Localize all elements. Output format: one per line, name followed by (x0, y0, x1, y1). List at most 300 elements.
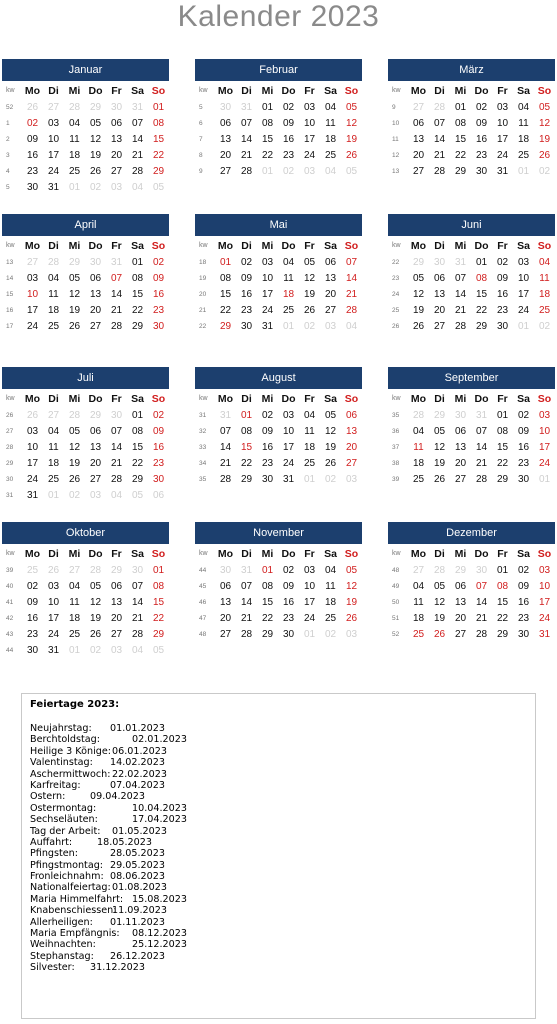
day-cell: 09 (240, 272, 253, 284)
weekday-label: Mo (217, 392, 234, 405)
day-cell: 14 (475, 596, 488, 608)
day-cell: 03 (282, 409, 295, 421)
month-table (195, 545, 362, 642)
day-cell: 02 (475, 101, 488, 113)
day-cell: 20 (433, 304, 446, 316)
holiday-row (30, 803, 527, 814)
day-cell: 02 (152, 256, 165, 268)
day-cell: 02 (517, 564, 530, 576)
day-cell: 04 (345, 320, 358, 332)
day-cell: 18 (517, 133, 530, 145)
weekday-label: Mo (217, 547, 234, 560)
week-row (388, 471, 555, 487)
weekday-header (2, 545, 169, 562)
day-cell: 19 (433, 457, 446, 469)
day-cell: 10 (47, 596, 60, 608)
month-block (2, 59, 169, 195)
day-cell: 11 (69, 133, 80, 145)
day-cell: 28 (131, 628, 144, 640)
month-table (388, 390, 555, 487)
day-cell: 25 (324, 149, 337, 161)
week-row (388, 318, 555, 334)
day-cell: 09 (496, 272, 509, 284)
day-cell: 18 (412, 612, 425, 624)
weekday-label: Di (48, 547, 59, 560)
weekday-label: Do (88, 239, 103, 252)
day-cell: 05 (68, 425, 81, 437)
day-cell: 24 (538, 457, 551, 469)
week-number: 43 (6, 630, 14, 638)
holiday-date: 29.05.2023 (110, 859, 165, 871)
holidays-list (30, 723, 527, 974)
weekday-label: Sa (517, 392, 530, 405)
day-cell: 27 (454, 628, 467, 640)
week-row (195, 163, 362, 179)
day-cell: 23 (475, 149, 488, 161)
weekday-label: So (344, 547, 359, 560)
week-row (2, 423, 169, 439)
day-cell: 30 (475, 165, 488, 177)
week-row (2, 610, 169, 626)
day-cell: 03 (538, 409, 551, 421)
weekday-label: Do (281, 392, 296, 405)
week-number: 26 (6, 411, 14, 419)
week-row (195, 286, 362, 302)
week-number: 46 (199, 598, 207, 606)
day-cell: 10 (26, 441, 39, 453)
day-cell: 21 (454, 304, 467, 316)
day-cell: 27 (47, 409, 60, 421)
day-cell: 20 (219, 612, 232, 624)
day-cell: 10 (496, 117, 509, 129)
weekday-label: Fr (111, 392, 122, 405)
holiday-date: 31.12.2023 (90, 962, 145, 974)
day-cell: 25 (324, 612, 337, 624)
week-row (2, 318, 169, 334)
day-cell: 01 (261, 165, 274, 177)
month-table (2, 237, 169, 334)
day-cell: 06 (454, 425, 467, 437)
day-cell: 13 (454, 441, 467, 453)
day-cell: 08 (496, 580, 509, 592)
day-cell: 01 (454, 101, 467, 113)
day-cell: 16 (152, 441, 165, 453)
day-cell: 30 (89, 256, 102, 268)
day-cell: 28 (110, 320, 123, 332)
day-cell: 05 (68, 272, 81, 284)
day-cell: 25 (412, 473, 425, 485)
holiday-date: 14.02.2023 (110, 757, 165, 769)
day-cell: 11 (413, 596, 424, 608)
day-cell: 07 (110, 425, 123, 437)
weekday-label: Mo (217, 239, 234, 252)
weekday-label: Fr (304, 239, 315, 252)
weekday-label: Sa (324, 392, 337, 405)
week-number: 13 (6, 258, 14, 266)
day-cell: 04 (324, 564, 337, 576)
week-row (195, 147, 362, 163)
day-cell: 24 (47, 628, 60, 640)
week-number: 33 (199, 443, 207, 451)
day-cell: 24 (496, 149, 509, 161)
week-row (2, 439, 169, 455)
week-number-label: kw (199, 242, 208, 249)
week-number-label: kw (199, 550, 208, 557)
week-number: 5 (6, 183, 10, 191)
day-cell: 31 (47, 181, 60, 193)
weekday-label: Mi (454, 239, 467, 252)
weekday-label: Fr (304, 392, 315, 405)
week-number: 45 (199, 582, 207, 590)
month-block (2, 214, 169, 334)
weekday-header (195, 545, 362, 562)
day-cell: 13 (110, 596, 123, 608)
holiday-row (30, 769, 527, 780)
week-number-label: kw (392, 242, 401, 249)
week-number: 3 (6, 151, 10, 159)
day-cell: 18 (324, 596, 337, 608)
week-number: 31 (6, 491, 14, 499)
day-cell: 29 (89, 409, 102, 421)
day-cell: 10 (538, 425, 551, 437)
day-cell: 15 (219, 288, 232, 300)
week-number: 49 (392, 582, 400, 590)
day-cell: 25 (282, 304, 295, 316)
week-number: 24 (392, 290, 400, 298)
day-cell: 27 (110, 165, 123, 177)
day-cell: 06 (219, 580, 232, 592)
day-cell: 27 (219, 165, 232, 177)
day-cell: 29 (240, 473, 253, 485)
weekday-label: So (537, 392, 552, 405)
day-cell: 28 (475, 473, 488, 485)
day-cell: 21 (110, 457, 123, 469)
day-cell: 16 (517, 441, 530, 453)
holiday-row (30, 814, 527, 825)
month-block (2, 367, 169, 503)
day-cell: 21 (433, 149, 446, 161)
day-cell: 17 (538, 441, 551, 453)
month-table (388, 82, 555, 179)
weekday-label: Mi (454, 547, 467, 560)
weekday-label: Fr (497, 239, 508, 252)
holiday-row (30, 780, 527, 791)
week-row (2, 562, 169, 578)
day-cell: 20 (110, 149, 123, 161)
month-name: Juni (388, 214, 555, 236)
holiday-row (30, 917, 527, 928)
day-cell: 04 (47, 425, 60, 437)
day-cell: 31 (240, 101, 253, 113)
day-cell: 21 (475, 612, 488, 624)
week-number: 52 (6, 103, 14, 111)
day-cell: 07 (475, 580, 488, 592)
day-cell: 12 (538, 117, 551, 129)
holiday-date: 09.04.2023 (90, 791, 145, 803)
day-cell: 12 (345, 580, 358, 592)
day-cell: 27 (345, 457, 358, 469)
week-number: 52 (392, 630, 400, 638)
day-cell: 03 (110, 644, 123, 656)
day-cell: 31 (282, 473, 295, 485)
day-cell: 26 (412, 320, 425, 332)
day-cell: 07 (240, 580, 253, 592)
week-number: 12 (392, 151, 400, 159)
holiday-name: Stephanstag: (30, 950, 94, 962)
day-cell: 05 (433, 580, 446, 592)
holiday-row (30, 757, 527, 768)
week-number: 29 (6, 459, 14, 467)
day-cell: 03 (261, 256, 274, 268)
week-number-label: kw (199, 87, 208, 94)
day-cell: 04 (110, 489, 123, 501)
month-name: November (195, 522, 362, 544)
day-cell: 29 (152, 165, 165, 177)
month-table (195, 390, 362, 487)
weekday-label: Di (48, 84, 59, 97)
day-cell: 28 (433, 165, 446, 177)
week-row (195, 455, 362, 471)
day-cell: 03 (47, 117, 60, 129)
day-cell: 30 (26, 644, 39, 656)
day-cell: 26 (26, 409, 39, 421)
weekday-label: So (151, 547, 166, 560)
holiday-row (30, 882, 527, 893)
holiday-name: Knabenschiessen: (30, 905, 117, 917)
weekday-label: Sa (131, 547, 144, 560)
weekday-label: Mo (24, 392, 41, 405)
weekday-label: Mo (410, 239, 427, 252)
weekday-label: Mi (261, 392, 274, 405)
day-cell: 19 (89, 612, 102, 624)
day-cell: 29 (110, 564, 123, 576)
day-cell: 20 (110, 612, 123, 624)
holiday-name: Ostermontag: (30, 802, 97, 814)
day-cell: 15 (240, 441, 253, 453)
weekday-header (195, 237, 362, 254)
day-cell: 30 (475, 564, 488, 576)
holiday-row (30, 791, 527, 802)
weekday-label: Mi (454, 392, 467, 405)
weekday-label: Do (281, 84, 296, 97)
day-cell: 29 (496, 473, 509, 485)
day-cell: 29 (152, 628, 165, 640)
weekday-label: So (151, 239, 166, 252)
week-row (388, 163, 555, 179)
weekday-label: Sa (324, 547, 337, 560)
day-cell: 17 (303, 133, 316, 145)
day-cell: 24 (517, 304, 530, 316)
weekday-header (195, 82, 362, 99)
week-number: 44 (6, 646, 14, 654)
day-cell: 01 (261, 564, 274, 576)
day-cell: 01 (152, 564, 165, 576)
day-cell: 04 (538, 256, 551, 268)
day-cell: 01 (68, 181, 81, 193)
day-cell: 12 (412, 288, 425, 300)
day-cell: 20 (454, 612, 467, 624)
weekday-label: Mo (410, 392, 427, 405)
month-block (195, 59, 362, 179)
day-cell: 20 (454, 457, 467, 469)
day-cell: 30 (517, 628, 530, 640)
weekday-label: So (151, 392, 166, 405)
weekday-label: Sa (131, 392, 144, 405)
week-row (388, 610, 555, 626)
day-cell: 18 (412, 457, 425, 469)
day-cell: 28 (110, 473, 123, 485)
day-cell: 31 (261, 320, 274, 332)
day-cell: 09 (261, 425, 274, 437)
week-number: 6 (199, 119, 203, 127)
day-cell: 29 (496, 628, 509, 640)
month-name: Mai (195, 214, 362, 236)
week-number: 9 (199, 167, 203, 175)
day-cell: 30 (152, 320, 165, 332)
day-cell: 02 (26, 117, 39, 129)
day-cell: 18 (538, 288, 551, 300)
week-number: 16 (6, 306, 14, 314)
day-cell: 31 (219, 409, 232, 421)
day-cell: 31 (26, 489, 39, 501)
day-cell: 17 (282, 441, 295, 453)
week-number-label: kw (6, 550, 15, 557)
weekday-label: Sa (131, 84, 144, 97)
holiday-row (30, 848, 527, 859)
week-row (195, 254, 362, 270)
day-cell: 08 (152, 580, 165, 592)
day-cell: 30 (433, 256, 446, 268)
day-cell: 22 (131, 304, 144, 316)
weekday-label: Di (241, 547, 252, 560)
week-number: 44 (199, 566, 207, 574)
day-cell: 08 (475, 272, 488, 284)
weekday-header (2, 237, 169, 254)
day-cell: 06 (412, 117, 425, 129)
week-row (2, 471, 169, 487)
holiday-date: 10.04.2023 (132, 802, 187, 814)
day-cell: 15 (496, 441, 509, 453)
day-cell: 21 (131, 612, 144, 624)
holiday-name: Pfingsten: (30, 848, 78, 860)
weekday-label: So (151, 84, 166, 97)
day-cell: 17 (261, 288, 274, 300)
holiday-name: Ostern: (30, 791, 66, 803)
day-cell: 29 (433, 409, 446, 421)
weekday-header (388, 545, 555, 562)
day-cell: 05 (131, 489, 144, 501)
week-number: 28 (6, 443, 14, 451)
week-number: 22 (392, 258, 400, 266)
day-cell: 31 (538, 628, 551, 640)
day-cell: 01 (261, 101, 274, 113)
day-cell: 24 (47, 165, 60, 177)
day-cell: 14 (131, 596, 144, 608)
day-cell: 03 (110, 181, 123, 193)
week-row (2, 626, 169, 642)
day-cell: 04 (131, 181, 144, 193)
week-number: 5 (199, 103, 203, 111)
holidays-box (21, 693, 536, 1019)
day-cell: 13 (324, 272, 337, 284)
day-cell: 28 (240, 628, 253, 640)
day-cell: 22 (261, 149, 274, 161)
day-cell: 05 (89, 580, 102, 592)
week-row (195, 423, 362, 439)
day-cell: 29 (412, 256, 425, 268)
day-cell: 22 (454, 149, 467, 161)
day-cell: 28 (240, 165, 253, 177)
week-number: 19 (199, 274, 207, 282)
weekday-label: Di (48, 239, 59, 252)
holiday-name: Silvester: (30, 962, 75, 974)
weekday-label: Mo (24, 239, 41, 252)
day-cell: 16 (475, 133, 488, 145)
day-cell: 07 (131, 580, 144, 592)
day-cell: 17 (47, 612, 60, 624)
holiday-row (30, 826, 527, 837)
week-row (195, 578, 362, 594)
weekday-label: Sa (517, 239, 530, 252)
week-row (195, 610, 362, 626)
day-cell: 16 (496, 288, 509, 300)
day-cell: 15 (261, 133, 274, 145)
month-block (388, 59, 555, 179)
week-number: 27 (6, 427, 14, 435)
weekday-label: Mi (261, 84, 274, 97)
day-cell: 15 (152, 596, 165, 608)
day-cell: 27 (454, 473, 467, 485)
weekday-label: Mo (217, 84, 234, 97)
day-cell: 02 (68, 489, 81, 501)
day-cell: 22 (496, 612, 509, 624)
day-cell: 29 (454, 564, 467, 576)
day-cell: 02 (89, 644, 102, 656)
day-cell: 14 (110, 288, 123, 300)
day-cell: 22 (496, 457, 509, 469)
weekday-label: Do (474, 392, 489, 405)
week-number-label: kw (392, 87, 401, 94)
day-cell: 22 (152, 149, 165, 161)
week-row (388, 302, 555, 318)
week-number: 39 (6, 566, 14, 574)
day-cell: 19 (433, 612, 446, 624)
weekday-label: Sa (324, 84, 337, 97)
day-cell: 30 (131, 564, 144, 576)
day-cell: 23 (282, 149, 295, 161)
day-cell: 30 (261, 473, 274, 485)
weekday-label: Fr (111, 239, 122, 252)
week-number: 4 (6, 167, 10, 175)
holiday-date: 28.05.2023 (110, 848, 165, 860)
day-cell: 11 (413, 441, 424, 453)
week-number-label: kw (6, 395, 15, 402)
day-cell: 29 (89, 101, 102, 113)
day-cell: 13 (454, 596, 467, 608)
day-cell: 04 (47, 272, 60, 284)
holiday-row (30, 837, 527, 848)
day-cell: 04 (517, 101, 530, 113)
holiday-name: Karfreitag: (30, 779, 81, 791)
day-cell: 26 (345, 612, 358, 624)
weekday-label: Sa (131, 239, 144, 252)
day-cell: 08 (131, 425, 144, 437)
week-number: 38 (392, 459, 400, 467)
day-cell: 23 (517, 457, 530, 469)
week-row (388, 131, 555, 147)
day-cell: 05 (412, 272, 425, 284)
weekday-label: Mi (68, 239, 81, 252)
